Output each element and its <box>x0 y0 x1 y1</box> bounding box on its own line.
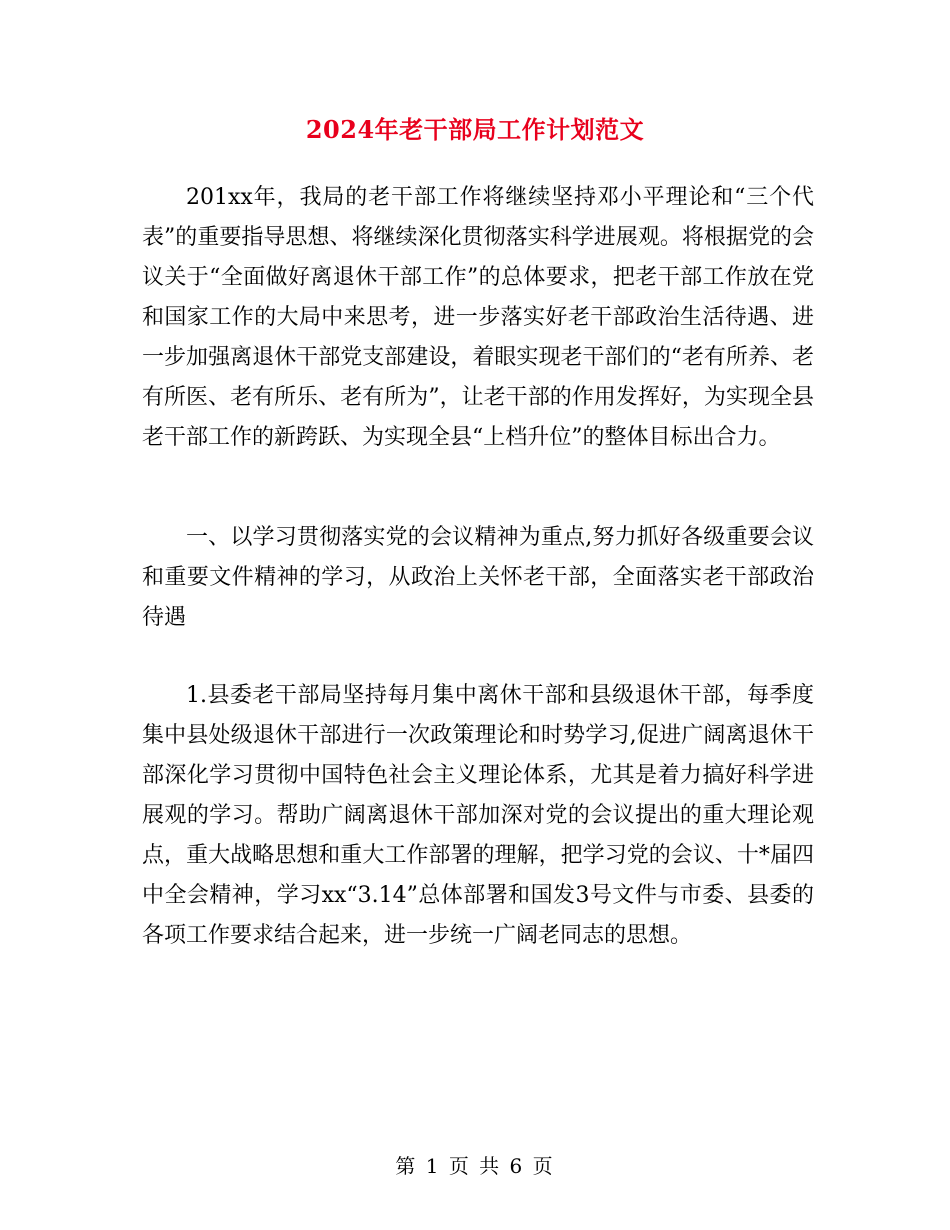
document-title: 2024年老干部局工作计划范文 <box>305 115 645 144</box>
paragraph-section-heading: 一、以学习贯彻落实党的会议精神为重点,努力抓好各级重要会议和重要文件精神的学习，从政治上关怀老干部，全面落实老干部政治待遇 <box>142 525 814 630</box>
paragraph-intro: 201xx年，我局的老干部工作将继续坚持邓小平理论和“三个代表”的重要指导思想、将继续深化贯彻落实科学进展观。将根据党的会议关于“全面做好离退休干部工作”的总体要求，把老干部工作放在党和国家工作的大局中来思考，进一步落实好老干部政治生活待遇、进一步加强离退休干部党支部建设，着眼实现老干部们的“老有所养、老有所医、老有所乐、老有所为”，让老干部的作用发挥好，为实现全县老干部工作的新跨跃、为实现全县“上档升位”的整体目标出合力。 <box>142 185 814 450</box>
paragraph-item-1: 1.县委老干部局坚持每月集中离休干部和县级退休干部，每季度集中县处级退休干部进行一次政策理论和时势学习,促进广阔离退休干部深化学习贯彻中国特色社会主义理论体系，尤其是着力搞好科学进展观的学习。帮助广阔离退休干部加深对党的会议提出的重大理论观点，重大战略思想和重大工作部署的理解，把学习党的会议、十*届四中全会精神，学习xx“3.14”总体部署和国发3号文件与市委、县委的各项工作要求结合起来，进一步统一广阔老同志的思想。 <box>142 683 814 948</box>
page-number-footer: 第 1 页 共 6 页 <box>395 1154 555 1178</box>
